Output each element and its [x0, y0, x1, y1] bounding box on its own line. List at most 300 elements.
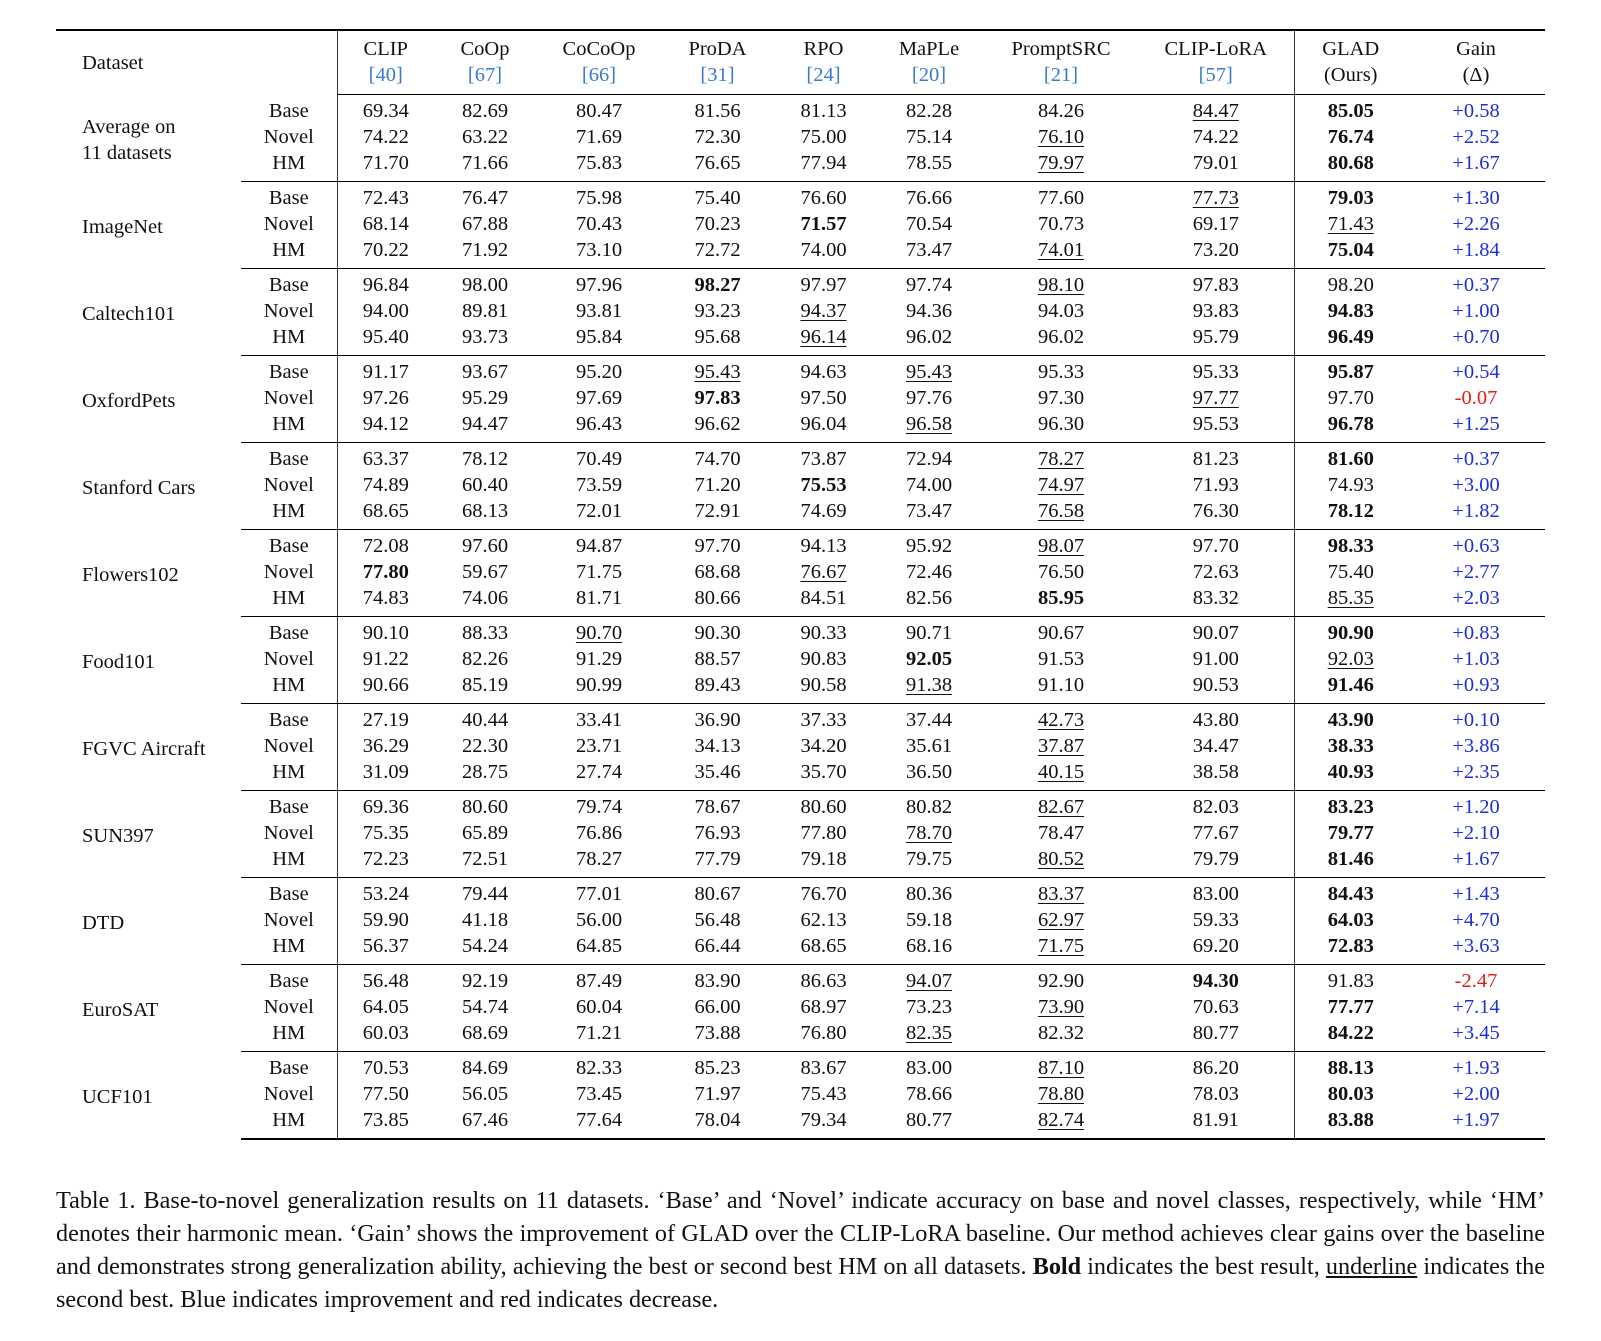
value-cell	[434, 498, 536, 530]
value-cell	[1294, 585, 1407, 617]
cell-value: 97.76	[905, 387, 953, 409]
dataset-name-line: OxfordPets	[82, 389, 176, 412]
gain-cell: +2.52	[1452, 126, 1500, 148]
value-cell	[434, 1107, 536, 1139]
value-cell	[536, 585, 662, 617]
cell-value: 96.43	[575, 413, 623, 435]
caption-bold-word: Bold	[1032, 1253, 1082, 1280]
value-cell	[1294, 965, 1407, 995]
cell-value: 56.48	[694, 909, 741, 931]
value-cell	[1138, 820, 1294, 846]
cell-value: 72.63	[1192, 561, 1239, 583]
value-cell	[773, 356, 874, 386]
cell-value: 93.73	[461, 326, 509, 348]
value-cell	[874, 1107, 984, 1139]
table-row	[56, 237, 1545, 269]
gain-cell: +0.93	[1407, 672, 1545, 704]
cell-value: 69.17	[1192, 213, 1239, 235]
value-cell	[536, 791, 662, 821]
cell-value: 74.22	[1192, 126, 1239, 148]
cell-value: 95.29	[461, 387, 509, 409]
cell-value: 71.75	[575, 561, 623, 583]
cell-value: 67.88	[461, 213, 509, 235]
value-cell	[337, 182, 434, 212]
value-cell	[662, 646, 773, 672]
value-cell	[773, 298, 874, 324]
table-row	[56, 672, 1545, 704]
value-cell	[662, 211, 773, 237]
cell-value: 72.23	[362, 848, 409, 870]
value-cell	[1294, 617, 1407, 647]
value-cell	[536, 298, 662, 324]
cell-value: 82.26	[461, 648, 509, 670]
cell-value: 82.74	[1037, 1109, 1085, 1131]
value-cell	[1138, 472, 1294, 498]
value-cell	[984, 733, 1138, 759]
value-cell	[874, 411, 984, 443]
split-label: Novel	[263, 300, 314, 322]
cell-value: 72.01	[575, 500, 623, 522]
cell-value: 97.70	[1327, 387, 1374, 409]
value-cell	[536, 704, 662, 734]
split-label: Base	[268, 274, 309, 296]
value-cell	[1294, 298, 1407, 324]
cell-value: 77.79	[694, 848, 741, 870]
cell-value: 35.46	[694, 761, 741, 783]
table-row	[56, 1081, 1545, 1107]
table-row	[56, 907, 1545, 933]
value-cell	[984, 269, 1138, 299]
value-cell	[434, 211, 536, 237]
cell-value: 74.93	[1327, 474, 1374, 496]
value-cell	[1138, 356, 1294, 386]
cell-value: 90.66	[362, 674, 409, 696]
cell-value: 33.41	[575, 709, 623, 731]
cell-value: 71.57	[800, 213, 847, 235]
cell-value: 68.14	[362, 213, 409, 235]
cell-value: 75.40	[694, 187, 741, 209]
value-cell	[773, 733, 874, 759]
cell-value: 94.12	[362, 413, 409, 435]
cell-value: 64.05	[362, 996, 409, 1018]
value-cell	[1294, 933, 1407, 965]
citation-link[interactable]: [66]	[536, 62, 662, 95]
cell-value: 91.22	[362, 648, 409, 670]
cell-value: 76.66	[905, 187, 953, 209]
cell-value: 91.38	[905, 674, 953, 696]
cell-value: 70.23	[694, 213, 741, 235]
table-row	[56, 994, 1545, 1020]
value-cell	[337, 443, 434, 473]
value-cell	[1138, 1052, 1294, 1082]
value-cell	[773, 211, 874, 237]
value-cell	[1294, 211, 1407, 237]
value-cell	[1138, 933, 1294, 965]
cell-value: 85.95	[1037, 587, 1085, 609]
gain-cell: +0.63	[1452, 535, 1500, 557]
value-cell	[984, 672, 1138, 704]
value-cell	[1138, 759, 1294, 791]
value-cell	[1138, 1081, 1294, 1107]
citation-link[interactable]: [20]	[874, 62, 984, 95]
table-row	[56, 933, 1545, 965]
cell-value: 82.33	[575, 1057, 623, 1079]
method-name: CLIP-LoRA	[1138, 30, 1294, 62]
value-cell	[984, 356, 1138, 386]
table-row	[56, 820, 1545, 846]
value-cell	[773, 585, 874, 617]
table-row	[56, 646, 1545, 672]
cell-value: 83.32	[1192, 587, 1239, 609]
cell-value: 68.69	[461, 1022, 509, 1044]
table-row	[56, 1107, 1545, 1139]
cell-value: 81.46	[1327, 848, 1374, 870]
cell-value: 87.49	[575, 970, 623, 992]
value-cell	[1294, 820, 1407, 846]
split-label: Base	[268, 187, 309, 209]
value-cell	[662, 1052, 773, 1082]
method-name: CoCoOp	[536, 30, 662, 62]
cell-value: 71.66	[461, 152, 509, 174]
cell-value: 97.70	[1192, 535, 1239, 557]
cell-value: 77.80	[800, 822, 847, 844]
cell-value: 97.50	[800, 387, 847, 409]
split-label: HM	[241, 237, 337, 269]
value-cell	[434, 907, 536, 933]
value-cell	[337, 559, 434, 585]
dataset-header: Dataset	[56, 30, 241, 95]
cell-value: 54.74	[461, 996, 509, 1018]
cell-value: 96.04	[800, 413, 847, 435]
value-cell	[984, 237, 1138, 269]
cell-value: 84.69	[461, 1057, 509, 1079]
cell-value: 83.88	[1327, 1109, 1374, 1131]
value-cell	[874, 324, 984, 356]
split-label: HM	[241, 846, 337, 878]
method-name: MaPLe	[874, 30, 984, 62]
results-table-container	[56, 29, 1545, 1140]
dataset-name-line: Caltech101	[82, 302, 176, 325]
gain-cell: +1.03	[1452, 648, 1500, 670]
value-cell	[662, 965, 773, 995]
cell-value: 96.02	[1037, 326, 1085, 348]
cell-value: 69.34	[362, 100, 409, 122]
citation-link[interactable]: [24]	[773, 62, 874, 95]
dataset-name-line: ImageNet	[82, 215, 163, 238]
value-cell	[1138, 733, 1294, 759]
value-cell	[337, 95, 434, 125]
value-cell	[337, 237, 434, 269]
value-cell	[984, 994, 1138, 1020]
dataset-name	[56, 443, 241, 530]
value-cell	[1138, 907, 1294, 933]
table-row	[56, 385, 1545, 411]
value-cell	[434, 269, 536, 299]
value-cell	[662, 878, 773, 908]
cell-value: 95.43	[694, 361, 741, 383]
value-cell	[536, 211, 662, 237]
cell-value: 75.04	[1327, 239, 1374, 261]
value-cell	[1138, 846, 1294, 878]
citation-link[interactable]: [57]	[1138, 62, 1294, 95]
cell-value: 95.40	[362, 326, 409, 348]
cell-value: 72.72	[694, 239, 741, 261]
value-cell	[773, 933, 874, 965]
value-cell	[662, 182, 773, 212]
value-cell	[1294, 1081, 1407, 1107]
value-cell	[984, 182, 1138, 212]
cell-value: 97.60	[461, 535, 509, 557]
value-cell	[984, 385, 1138, 411]
value-cell	[1294, 1052, 1407, 1082]
table-row	[56, 965, 1545, 995]
cell-value: 37.87	[1037, 735, 1085, 757]
cell-value: 94.87	[575, 535, 623, 557]
value-cell	[662, 269, 773, 299]
dataset-name-line: EuroSAT	[82, 998, 159, 1021]
table-row	[56, 1052, 1545, 1082]
split-label: HM	[241, 150, 337, 182]
cell-value: 96.78	[1327, 413, 1374, 435]
cell-value: 90.99	[575, 674, 623, 696]
cell-value: 92.05	[905, 648, 953, 670]
dataset-name	[56, 182, 241, 269]
cell-value: 70.63	[1192, 996, 1239, 1018]
cell-value: 75.43	[800, 1083, 847, 1105]
cell-value: 83.23	[1327, 796, 1374, 818]
value-cell	[662, 443, 773, 473]
caption-text: indicates the best result,	[1087, 1253, 1320, 1280]
table-row	[56, 443, 1545, 473]
value-cell	[337, 324, 434, 356]
value-cell	[984, 965, 1138, 995]
value-cell	[536, 1020, 662, 1052]
gain-cell: +1.67	[1407, 150, 1545, 182]
cell-value: 35.70	[800, 761, 847, 783]
gain-cell: +0.10	[1452, 709, 1500, 731]
table-row	[56, 150, 1545, 182]
value-cell	[874, 530, 984, 560]
cell-value: 98.33	[1327, 535, 1374, 557]
cell-value: 71.93	[1192, 474, 1239, 496]
value-cell	[536, 324, 662, 356]
cell-value: 27.19	[362, 709, 409, 731]
cell-value: 77.67	[1192, 822, 1239, 844]
cell-value: 76.50	[1037, 561, 1085, 583]
split-label: Novel	[263, 213, 314, 235]
value-cell	[1138, 95, 1294, 125]
cell-value: 79.34	[800, 1109, 847, 1131]
value-cell	[773, 907, 874, 933]
value-cell	[1138, 385, 1294, 411]
value-cell	[874, 733, 984, 759]
cell-value: 59.90	[362, 909, 409, 931]
gain-cell: +2.77	[1452, 561, 1500, 583]
citation-link[interactable]: [67]	[434, 62, 536, 95]
cell-value: 73.59	[575, 474, 623, 496]
value-cell	[1138, 411, 1294, 443]
cell-value: 73.90	[1037, 996, 1085, 1018]
value-cell	[536, 672, 662, 704]
value-cell	[773, 646, 874, 672]
split-label: Novel	[263, 648, 314, 670]
cell-value: 96.58	[905, 413, 953, 435]
value-cell	[662, 237, 773, 269]
cell-value: 75.98	[575, 187, 623, 209]
cell-value: 71.21	[575, 1022, 623, 1044]
cell-value: 74.97	[1037, 474, 1085, 496]
value-cell	[434, 182, 536, 212]
cell-value: 97.69	[575, 387, 623, 409]
value-cell	[984, 150, 1138, 182]
cell-value: 90.10	[362, 622, 409, 644]
gain-cell: +0.70	[1407, 324, 1545, 356]
cell-value: 68.65	[800, 935, 847, 957]
value-cell	[536, 617, 662, 647]
gain-cell: +1.93	[1452, 1057, 1500, 1079]
value-cell	[337, 1020, 434, 1052]
cell-value: 76.60	[800, 187, 847, 209]
value-cell	[434, 617, 536, 647]
value-cell	[984, 530, 1138, 560]
cell-value: 68.16	[905, 935, 953, 957]
value-cell	[1294, 269, 1407, 299]
value-cell	[984, 846, 1138, 878]
method-name: PromptSRC	[984, 30, 1138, 62]
value-cell	[434, 1020, 536, 1052]
split-label: Novel	[263, 996, 314, 1018]
cell-value: 77.60	[1037, 187, 1085, 209]
value-cell	[662, 124, 773, 150]
value-cell	[773, 498, 874, 530]
value-cell	[337, 759, 434, 791]
cell-value: 80.60	[800, 796, 847, 818]
value-cell	[337, 269, 434, 299]
cell-value: 72.94	[905, 448, 953, 470]
cell-value: 75.00	[800, 126, 847, 148]
value-cell	[773, 846, 874, 878]
value-cell	[984, 907, 1138, 933]
cell-value: 83.00	[905, 1057, 953, 1079]
value-cell	[536, 1052, 662, 1082]
cell-value: 72.46	[905, 561, 953, 583]
value-cell	[984, 585, 1138, 617]
value-cell	[1138, 124, 1294, 150]
cell-value: 90.90	[1327, 622, 1374, 644]
cell-value: 92.19	[461, 970, 509, 992]
cell-value: 73.47	[905, 239, 953, 261]
value-cell	[773, 385, 874, 411]
value-cell	[536, 846, 662, 878]
value-cell	[874, 559, 984, 585]
value-cell	[536, 965, 662, 995]
value-cell	[662, 933, 773, 965]
cell-value: 91.46	[1327, 674, 1374, 696]
table-row	[56, 759, 1545, 791]
value-cell	[434, 124, 536, 150]
value-cell	[984, 704, 1138, 734]
gain-cell: +0.37	[1452, 274, 1500, 296]
value-cell	[1138, 878, 1294, 908]
citation-link[interactable]: [21]	[984, 62, 1138, 95]
value-cell	[434, 933, 536, 965]
value-cell	[1138, 530, 1294, 560]
cell-value: 84.47	[1192, 100, 1239, 122]
split-label: Base	[268, 709, 309, 731]
method-name: CoOp	[434, 30, 536, 62]
cell-value: 95.87	[1327, 361, 1374, 383]
cell-value: 37.44	[905, 709, 953, 731]
value-cell	[1294, 672, 1407, 704]
cell-value: 84.26	[1037, 100, 1085, 122]
value-cell	[662, 559, 773, 585]
cell-value: 98.07	[1037, 535, 1085, 557]
split-label: Novel	[263, 126, 314, 148]
cell-value: 77.80	[362, 561, 409, 583]
cell-value: 78.12	[1327, 500, 1374, 522]
value-cell	[1294, 1020, 1407, 1052]
cell-value: 96.49	[1327, 326, 1374, 348]
dataset-name	[56, 878, 241, 965]
value-cell	[434, 237, 536, 269]
value-cell	[773, 269, 874, 299]
cell-value: 77.77	[1327, 996, 1374, 1018]
value-cell	[984, 759, 1138, 791]
value-cell	[536, 356, 662, 386]
value-cell	[773, 95, 874, 125]
citation-link[interactable]: [40]	[337, 62, 434, 95]
value-cell	[337, 298, 434, 324]
cell-value: 71.75	[1037, 935, 1085, 957]
gain-cell: +0.54	[1452, 361, 1500, 383]
caption-text: Table 1. Base-to-novel generalization results on 11 datasets. ‘Base’ and ‘Novel’ indicate accuracy on base and novel classes, respectively, while ‘HM’ denotes their harmonic mean. ‘Gain’ shows the improvement of GLAD over the CLIP-LoRA baseline. Our method achieves clear gains over the baseline and demonstrates strong generalization ability, achieving the best or second best HM on all datasets.	[56, 1187, 1545, 1280]
gain-cell: +1.00	[1452, 300, 1500, 322]
split-label: Novel	[263, 822, 314, 844]
value-cell	[662, 820, 773, 846]
value-cell	[434, 411, 536, 443]
cell-value: 72.08	[362, 535, 409, 557]
cell-value: 74.70	[694, 448, 741, 470]
citation-link[interactable]: [31]	[662, 62, 773, 95]
cell-value: 76.47	[461, 187, 509, 209]
gain-cell: +1.97	[1407, 1107, 1545, 1139]
split-label: HM	[241, 933, 337, 965]
cell-value: 75.83	[575, 152, 623, 174]
value-cell	[662, 733, 773, 759]
value-cell	[1294, 324, 1407, 356]
cell-value: 81.13	[800, 100, 847, 122]
value-cell	[1138, 965, 1294, 995]
value-cell	[773, 324, 874, 356]
cell-value: 54.24	[461, 935, 509, 957]
cell-value: 72.30	[694, 126, 741, 148]
cell-value: 73.20	[1192, 239, 1239, 261]
value-cell	[874, 237, 984, 269]
cell-value: 53.24	[362, 883, 409, 905]
cell-value: 56.00	[575, 909, 623, 931]
value-cell	[1294, 530, 1407, 560]
value-cell	[662, 356, 773, 386]
cell-value: 74.89	[362, 474, 409, 496]
dataset-name	[56, 704, 241, 791]
value-cell	[536, 820, 662, 846]
table-row	[56, 269, 1545, 299]
value-cell	[662, 759, 773, 791]
table-row	[56, 617, 1545, 647]
delta-label: (Δ)	[1407, 62, 1545, 95]
value-cell	[337, 846, 434, 878]
value-cell	[1138, 269, 1294, 299]
